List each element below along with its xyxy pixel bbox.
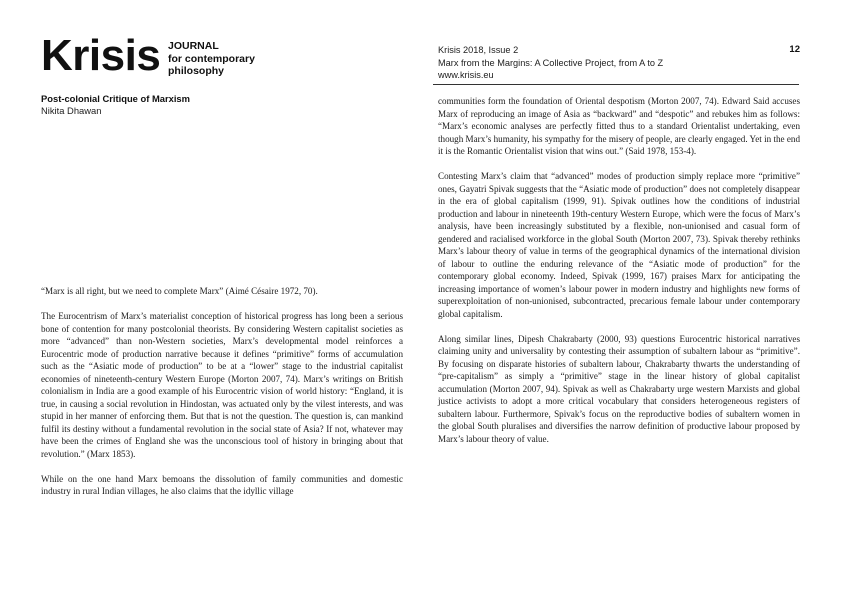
body-paragraph: The Eurocentrism of Marx’s materialist conception of historical progress has long been a serious bone of contention for many postcolonial theorists. By considering Western capitalist societies as more “advanced” than non-Western societies, Marx’s developmental model reinforces a Eurocentric mode of production narrative because it defines “primitive” forms of accumulation such as the “Asiatic mode of production” to be at a “lower” stage to the industrial capitalist economies of nineteenth-century Western Europe (Morton 2007, 74). Marx’s writings on British colonialism in India are a good example of his Eurocentric vision of world history: “England, it is true, in causing a social revolution in Hindostan, was actuated only by the vilest interests, and was stupid in her manner of enforcing them. But that is not the question. The question is, can mankind fulfil its destiny without a fundamental revolution in the social state of Asia? If not, whatever may have been the crimes of England she was the unconscious tool of history in bringing about that revolution.” (Marx 1853). <box>41 311 403 459</box>
journal-subtitle <box>168 40 255 78</box>
journal-line: JOURNAL <box>168 40 219 52</box>
epigraph: “Marx is all right, but we need to complete Marx” (Aimé Césaire 1972, 70). <box>41 286 318 296</box>
running-header <box>438 44 800 82</box>
right-text-column <box>438 95 800 458</box>
article-author: Nikita Dhawan <box>41 105 102 116</box>
body-paragraph: Contesting Marx’s claim that “advanced” modes of production simply replace more “primitive” ones, Gayatri Spivak suggests that the “Asiatic mode of production” does not completely disappear in the era of global capitalism (1999, 91). Spivak outlines how the conditions of industrial production and labour in nineteenth 19th-century Western Europe, which were the focus of Marx’s analysis, have been increasingly substituted by a flexible, non-unionised and casual form of gendered and racialised workforce in the global South (Morton 2007, 73). Spivak thereby rethinks Marx’s labour theory of value in terms of the geographical dynamics of the international division of labour to outline the enduring relevance of the “Asiatic mode of production” for the contemporary global economy. Indeed, Spivak (1999, 167) praises Marx for anticipating the increasing importance of women’s labour power in modern industry and highlights new forms of superexploitation of non-unionised, subcontracted, precarious female labour under contemporary global capitalism. <box>438 171 800 319</box>
body-paragraph: Along similar lines, Dipesh Chakrabarty (2000, 93) questions Eurocentric historical narratives claiming unity and universality by contesting their assumption of subaltern labour as “primitive”. By focusing on disparate histories of subaltern labour, Chakrabarty thwarts the understanding of “pre-capitalism” as simply a “primitive” stage in the linear history of global capitalist accumulation (Morton 2007, 94). Spivak as well as Chakrabarty urge western Marxists and global justice activists to adopt a more critical vocabulary that considers heterogeneous registers of subaltern labour. Furthermore, Spivak’s focus on the reproductive bodies of subaltern women in the global South pluralises and diversifies the narrow definition of productive labour proposed by Marx’s labour theory of value. <box>438 333 800 444</box>
page-number: 12 <box>789 44 800 55</box>
journal-line: for contemporary <box>168 52 255 65</box>
left-text-column <box>41 285 403 510</box>
body-paragraph: communities form the foundation of Oriental despotism (Morton 2007, 74). Edward Said accuses Marx of reproducing an image of Asia as “backward” and “despotic” and rebukes him as follows: “Marx’s economic analyses are perfectly fitted thus to a standard Orientalist undertaking, even though Marx’s humanity, his sympathy for the misery of people, are clearly engaged. Yet in the end it is the Romantic Orientalist vision that wins out.” (Said 1978, 153-4). <box>438 96 800 156</box>
issue-label: Krisis 2018, Issue 2 <box>438 45 519 55</box>
article-title: Post-colonial Critique of Marxism <box>41 93 190 104</box>
krisis-logo: Krisis <box>41 31 161 80</box>
website-link[interactable]: www.krisis.eu <box>438 70 494 80</box>
body-paragraph: While on the one hand Marx bemoans the dissolution of family communities and domestic industry in rural Indian villages, he also claims that the idyllic village <box>41 473 403 496</box>
journal-line: philosophy <box>168 65 224 78</box>
header-divider <box>433 84 799 85</box>
project-title: Marx from the Margins: A Collective Project, from A to Z <box>438 57 664 68</box>
